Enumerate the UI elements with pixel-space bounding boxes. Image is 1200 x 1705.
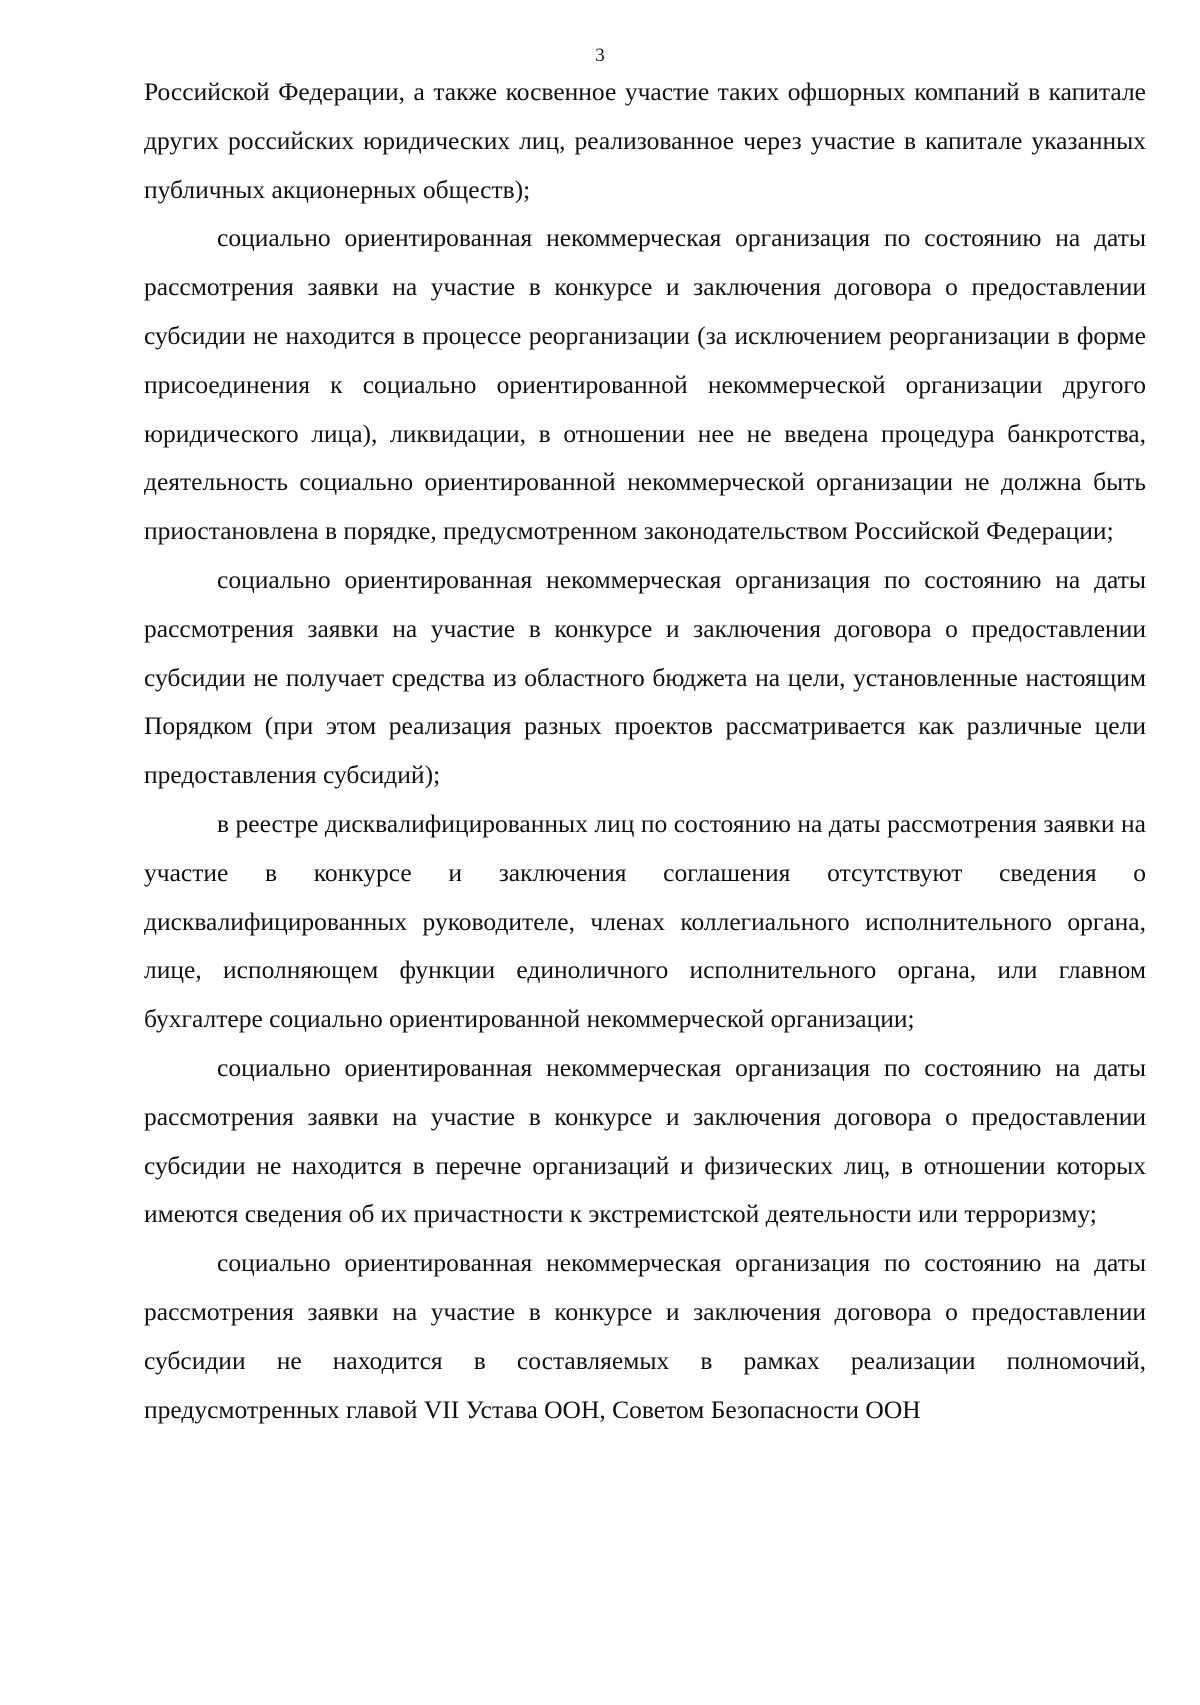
paragraph-disqualified-persons: в реестре дисквалифицированных лиц по состоянию на даты рассмотрения заявки на участие в конкурсе и заключения соглашения отсутствуют сведения о дисквалифицированных руководителе, членах коллегиального исполнительного органа, лице, исполняющем функции единоличного исполнительного органа, или главном бухгалтере социально ориентированной некоммерческой организации; (144, 808, 1146, 1034)
paragraph-un-security-council: социально ориентированная некоммерческая организация по состоянию на даты рассмотрения заявки на участие в конкурсе и заключения договора о предоставлении субсидии не находится в составляемых в рамках реализации полномочий, предусмотренных главой VII Устава ООН, Советом Безопасности ООН (144, 1248, 1146, 1424)
document-body (144, 68, 1146, 1434)
paragraph-no-budget-funds: социально ориентированная некоммерческая организация по состоянию на даты рассмотрения заявки на участие в конкурсе и заключения договора о предоставлении субсидии не получает средства из областного бюджета на цели, установленные настоящим Порядком (при этом реализация разных проектов рассматривается как различные цели предоставления субсидий); (144, 564, 1146, 790)
paragraph-continuation: Российской Федерации, а также косвенное участие таких офшорных компаний в капитале других российских юридических лиц, реализованное через участие в капитале указанных публичных акционерных обществ); (144, 77, 1146, 204)
paragraph-extremism-list: социально ориентированная некоммерческая организация по состоянию на даты рассмотрения заявки на участие в конкурсе и заключения договора о предоставлении субсидии не находится в перечне организаций и физических лиц, в отношении которых имеются сведения об их причастности к экстремистской деятельности или терроризму; (144, 1052, 1146, 1229)
paragraph-no-reorganization: социально ориентированная некоммерческая организация по состоянию на даты рассмотрения заявки на участие в конкурсе и заключения договора о предоставлении субсидии не находится в процессе реорганизации (за исключением реорганизации в форме присоединения к социально ориентированной некоммерческой организации другого юридического лица), ликвидации, в отношении нее не введена процедура банкротства, деятельность социально ориентированной некоммерческой организации не должна быть приостановлена в порядке, предусмотренном законодательством Российской Федерации; (144, 223, 1146, 546)
page-number: 3 (595, 45, 605, 66)
